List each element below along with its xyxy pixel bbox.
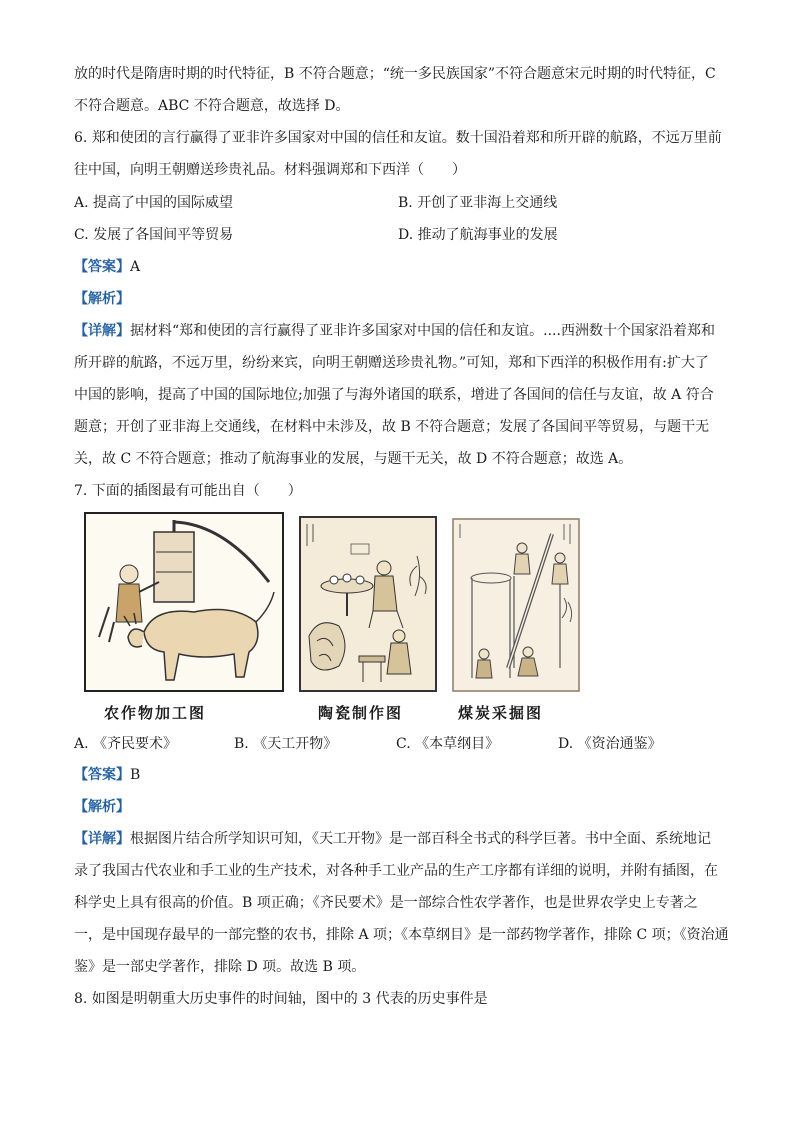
option-d: D. 《资治通鉴》: [558, 736, 662, 752]
detail-line: 关，故 C 不符合题意；推动了航海事业的发展，与题干无关，故 D 不符合题意；故选 A。: [74, 451, 633, 467]
answer-value: A: [130, 259, 141, 275]
option-b: B. 开创了亚非海上交通线: [398, 195, 558, 211]
farm-processing-illustration: [84, 512, 284, 692]
detail-line: 所开辟的航路，不远万里，纷纷来宾，向明王朝赠送珍贵礼物。”可知，郑和下西洋的积极作用有:扩大了: [74, 355, 709, 371]
question-7-stem: 7. 下面的插图最有可能出自（ ）: [74, 483, 302, 499]
detail-line: 中国的影响，提高了中国的国际地位;加强了与海外诸国的联系，增进了各国间的信任与友谊，故 A 符合: [74, 387, 714, 403]
option-a: A. 提高了中国的国际威望: [74, 195, 234, 211]
question-6-stem: 往中国，向明王朝赠送珍贵礼品。材料强调郑和下西洋（ ）: [74, 162, 466, 178]
answer-line: [74, 257, 140, 277]
detail-line: 录了我国古代农业和手工业的生产技术，对各种手工业产品的生产工序都有详细的说明，并附有插图，在: [74, 863, 718, 879]
answer-tag: 【答案】: [74, 767, 130, 783]
detail-line: 鉴》是一部史学著作，排除 D 项。故选 B 项。: [74, 959, 366, 975]
question-6-stem: 6. 郑和使团的言行赢得了亚非许多国家对中国的信任和友谊。数十国沿着郑和所开辟的航路，不远万里前: [74, 130, 722, 146]
caption-ceramics-making: 陶瓷制作图: [318, 704, 404, 722]
detail-tag: 【详解】: [74, 323, 130, 339]
option-c: C. 发展了各国间平等贸易: [74, 227, 234, 243]
text-line: 放的时代是隋唐时期的时代特征，B 不符合题意；“统一多民族国家”不符合题意宋元时期的时代特征，C: [74, 66, 716, 82]
caption-coal-mining: 煤炭采掘图: [458, 704, 544, 722]
detail-line: 科学史上具有很高的价值。B 项正确；《齐民要术》是一部综合性农学著作，也是世界农学史上专著之: [74, 895, 698, 911]
detail-line: 题意；开创了亚非海上交通线，在材料中未涉及，故 B 不符合题意；发展了各国间平等贸易，与题干无: [74, 419, 710, 435]
detail-line: 【详解】根据图片结合所学知识可知，《天工开物》是一部百科全书式的科学巨著。书中全面、系统地记: [74, 831, 711, 847]
option-b: B. 《天工开物》: [234, 736, 338, 752]
option-c: C. 《本草纲目》: [396, 736, 500, 752]
text-line: 不符合题意。ABC 不符合题意，故选择 D。: [74, 98, 350, 114]
detail-line: 一，是中国现存最早的一部完整的农书，排除 A 项；《本草纲目》是一部药物学著作，排除 C 项；《资治通: [74, 927, 729, 943]
coal-mining-illustration: [452, 518, 580, 692]
caption-farm-processing: 农作物加工图: [104, 704, 207, 722]
answer-value: B: [130, 767, 141, 783]
detail-tag: 【详解】: [74, 831, 130, 847]
detail-line: 【详解】据材料“郑和使团的言行赢得了亚非许多国家对中国的信任和友谊。....西洲数十个国家沿着郑和: [74, 323, 715, 339]
option-a: A. 《齐民要术》: [74, 736, 178, 752]
ceramics-making-illustration: [299, 516, 437, 692]
option-d: D. 推动了航海事业的发展: [398, 227, 558, 243]
analysis-tag: 【解析】: [74, 799, 130, 815]
answer-line: [74, 765, 140, 785]
analysis-tag: 【解析】: [74, 291, 130, 307]
question-8-stem: 8. 如图是明朝重大历史事件的时间轴，图中的 3 代表的历史事件是: [74, 991, 488, 1007]
answer-tag: 【答案】: [74, 259, 130, 275]
